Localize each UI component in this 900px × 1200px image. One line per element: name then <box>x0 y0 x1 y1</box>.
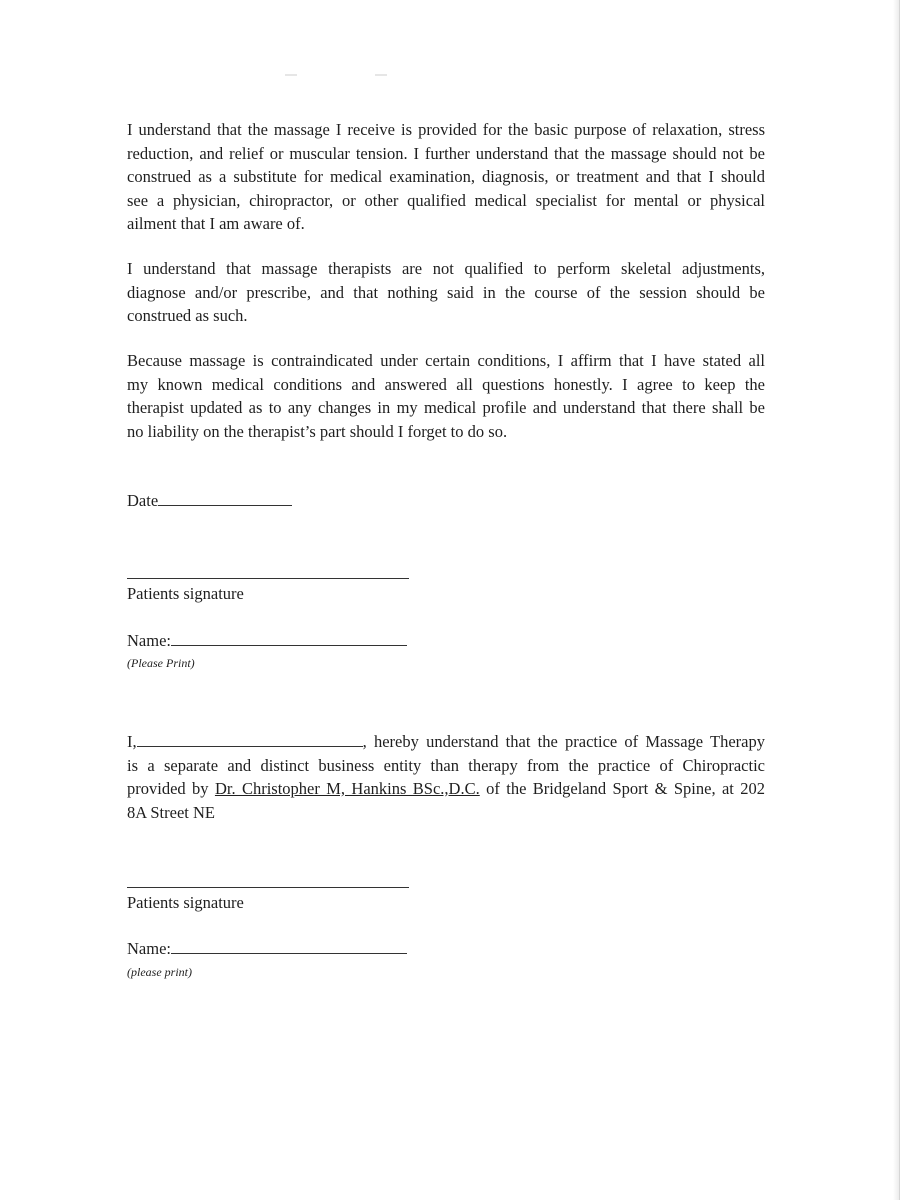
name-label: Name: <box>127 939 171 958</box>
date-label: Date <box>127 491 159 510</box>
signature-label-2: Patients signature <box>127 893 244 912</box>
text-line: diagnose and/or prescribe, and that nothing said in the course of the session should be <box>127 282 765 302</box>
date-field <box>127 490 292 512</box>
line3-pre: provided by <box>127 779 215 798</box>
date-blank[interactable] <box>158 491 292 506</box>
text-line: 8A Street NE <box>127 802 215 822</box>
print-note-1: (Please Print) <box>127 656 195 670</box>
consent-paragraph-contraindications <box>127 349 765 443</box>
page-edge-shadow <box>893 0 899 1200</box>
text-line <box>127 730 765 754</box>
text-line: I understand that massage therapists are not qualified to perform skeletal adjustments, <box>127 259 765 278</box>
patient-name-blank[interactable] <box>137 732 363 747</box>
text-line: therapist updated as to any changes in my medical profile and understand that there shall be <box>127 398 765 417</box>
lead-rest: , hereby understand that the practice of Massage Therapy <box>362 732 765 751</box>
text-line: Because massage is contraindicated under certain conditions, I affirm that I have stated all <box>127 351 765 370</box>
name-field-1 <box>127 630 407 652</box>
separate-entity-paragraph <box>127 730 765 824</box>
text-line: no liability on the therapist’s part should I forget to do so. <box>127 421 508 441</box>
signature-line-2[interactable] <box>127 887 409 888</box>
consent-paragraph-qualifications <box>127 257 765 328</box>
text-line: construed as a substitute for medical examination, diagnosis, or treatment and that I should <box>127 167 765 186</box>
name-blank-2[interactable] <box>171 939 407 954</box>
name-blank-1[interactable] <box>171 631 407 646</box>
text-line: reduction, and relief or muscular tension. I further understand that the massage should not be <box>127 143 765 163</box>
text-line: is a separate and distinct business entity than therapy from the practice of Chiropractic <box>127 755 765 775</box>
signature-label-1: Patients signature <box>127 584 244 603</box>
text-line: see a physician, chiropractor, or other qualified medical specialist for mental or physical <box>127 190 765 210</box>
consent-paragraph-relaxation <box>127 118 765 236</box>
line3-post: of the Bridgeland Sport & Spine, at 202 <box>479 779 765 798</box>
name-field-2 <box>127 938 407 960</box>
lead-text: I, <box>127 732 137 751</box>
name-label: Name: <box>127 631 171 650</box>
signature-line-1[interactable] <box>127 578 409 579</box>
text-line: I understand that the massage I receive is provided for the basic purpose of relaxation, stress <box>127 120 765 139</box>
print-note-2: (please print) <box>127 965 192 979</box>
text-line: construed as such. <box>127 306 248 325</box>
doctor-name: Dr. Christopher M, Hankins BSc.,D.C. <box>214 779 480 798</box>
text-line: my known medical conditions and answered all questions honestly. I agree to keep the <box>127 374 765 394</box>
text-line: ailment that I am aware of. <box>127 214 305 233</box>
text-line <box>127 777 765 801</box>
faint-header-mark <box>285 72 395 78</box>
